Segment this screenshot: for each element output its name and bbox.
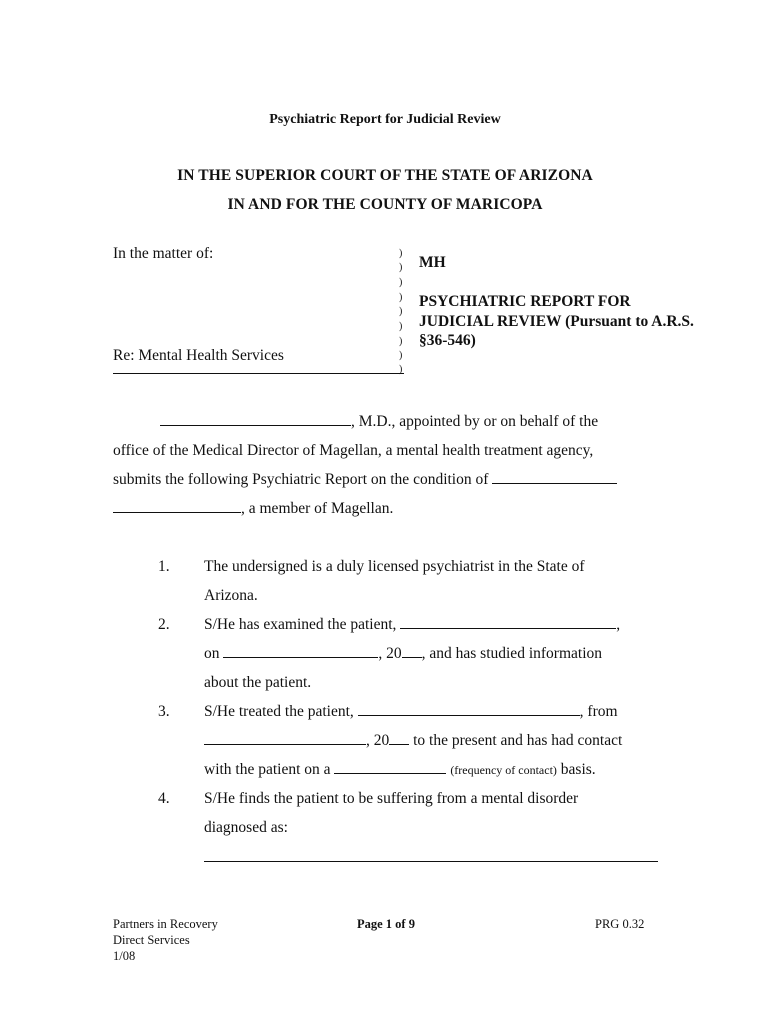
item3-line3-text: with the patient on a xyxy=(204,761,331,778)
report-title-line1: PSYCHIATRIC REPORT FOR xyxy=(419,293,631,310)
caption-paren: ) xyxy=(399,262,403,273)
footer-org-line2: Direct Services xyxy=(113,933,190,947)
frequency-hint: (frequency of contact) xyxy=(450,763,557,777)
court-name-line2: IN AND FOR THE COUNTY OF MARICOPA xyxy=(227,196,543,213)
treated-patient-field[interactable] xyxy=(358,703,580,716)
item1-line1: The undersigned is a duly licensed psychiatrist in the State of xyxy=(204,558,585,575)
caption-paren: ) xyxy=(399,350,403,361)
treatment-start-date-field[interactable] xyxy=(204,732,366,745)
item2-line1-end: , xyxy=(616,616,621,633)
item3-year-text: , 20 xyxy=(366,732,390,749)
document-title: Psychiatric Report for Judicial Review xyxy=(269,112,501,127)
item-number: 1. xyxy=(158,558,170,575)
caption-underline xyxy=(113,373,404,374)
contact-frequency-field[interactable] xyxy=(334,761,446,774)
item3-line3 xyxy=(204,761,596,779)
item4-line2: diagnosed as: xyxy=(204,819,288,836)
caption-paren: ) xyxy=(399,321,403,332)
item3-line3-end: basis. xyxy=(560,761,596,778)
re-label: Re: Mental Health Services xyxy=(113,347,284,364)
intro-line2: office of the Medical Director of Magellan, a mental health treatment agency, xyxy=(113,442,594,459)
intro-line1 xyxy=(160,413,598,431)
examined-patient-field[interactable] xyxy=(400,616,616,629)
caption-paren: ) xyxy=(399,248,403,259)
item4-line1: S/He finds the patient to be suffering from a mental disorder xyxy=(204,790,579,807)
form-id: PRG 0.32 xyxy=(595,917,645,931)
caption-paren: ) xyxy=(399,277,403,288)
item2-line1-text: S/He has examined the patient, xyxy=(204,616,397,633)
caption-paren: ) xyxy=(399,292,403,303)
exam-date-field[interactable] xyxy=(223,645,378,658)
item3-line2 xyxy=(204,732,622,750)
footer-org-line1: Partners in Recovery xyxy=(113,917,218,931)
intro-line4-text: , a member of Magellan. xyxy=(241,500,394,517)
item3-line1-end: , from xyxy=(579,703,618,720)
case-number-prefix: MH xyxy=(419,254,446,271)
page-number: Page 1 of 9 xyxy=(357,917,415,931)
item-number: 2. xyxy=(158,616,170,633)
item-number: 4. xyxy=(158,790,170,807)
item1-line2: Arizona. xyxy=(204,587,258,604)
item2-line2 xyxy=(204,645,602,663)
item3-line2-end: to the present and has had contact xyxy=(413,732,623,749)
exam-year-field[interactable] xyxy=(402,645,422,658)
item-number: 3. xyxy=(158,703,170,720)
caption-paren: ) xyxy=(399,364,403,375)
footer-date: 1/08 xyxy=(113,949,136,963)
caption-paren: ) xyxy=(399,336,403,347)
court-name-line1: IN THE SUPERIOR COURT OF THE STATE OF ARIZONA xyxy=(177,167,593,184)
report-title-line3: §36-546) xyxy=(419,332,476,349)
patient-name-field-cont[interactable] xyxy=(113,500,241,513)
item3-line1 xyxy=(204,703,618,721)
item3-line1-text: S/He treated the patient, xyxy=(204,703,354,720)
intro-line3-text: submits the following Psychiatric Report on the condition of xyxy=(113,471,489,488)
report-title-line2: JUDICIAL REVIEW (Pursuant to A.R.S. xyxy=(419,313,694,330)
treatment-start-year-field[interactable] xyxy=(389,732,409,745)
item2-line1 xyxy=(204,616,620,634)
caption-paren: ) xyxy=(399,306,403,317)
item2-on-text: on xyxy=(204,645,220,662)
intro-line3 xyxy=(113,471,617,489)
item2-year-text: , 20 xyxy=(378,645,402,662)
matter-label: In the matter of: xyxy=(113,245,214,262)
footer-org xyxy=(113,916,218,964)
diagnosis-field[interactable] xyxy=(204,861,658,862)
patient-name-field[interactable] xyxy=(492,471,617,484)
intro-line4 xyxy=(113,500,393,518)
psychiatrist-name-field[interactable] xyxy=(160,413,351,426)
item2-line2-end: , and has studied information xyxy=(421,645,602,662)
item2-line3: about the patient. xyxy=(204,674,312,691)
intro-line1-text: , M.D., appointed by or on behalf of the xyxy=(351,413,599,430)
